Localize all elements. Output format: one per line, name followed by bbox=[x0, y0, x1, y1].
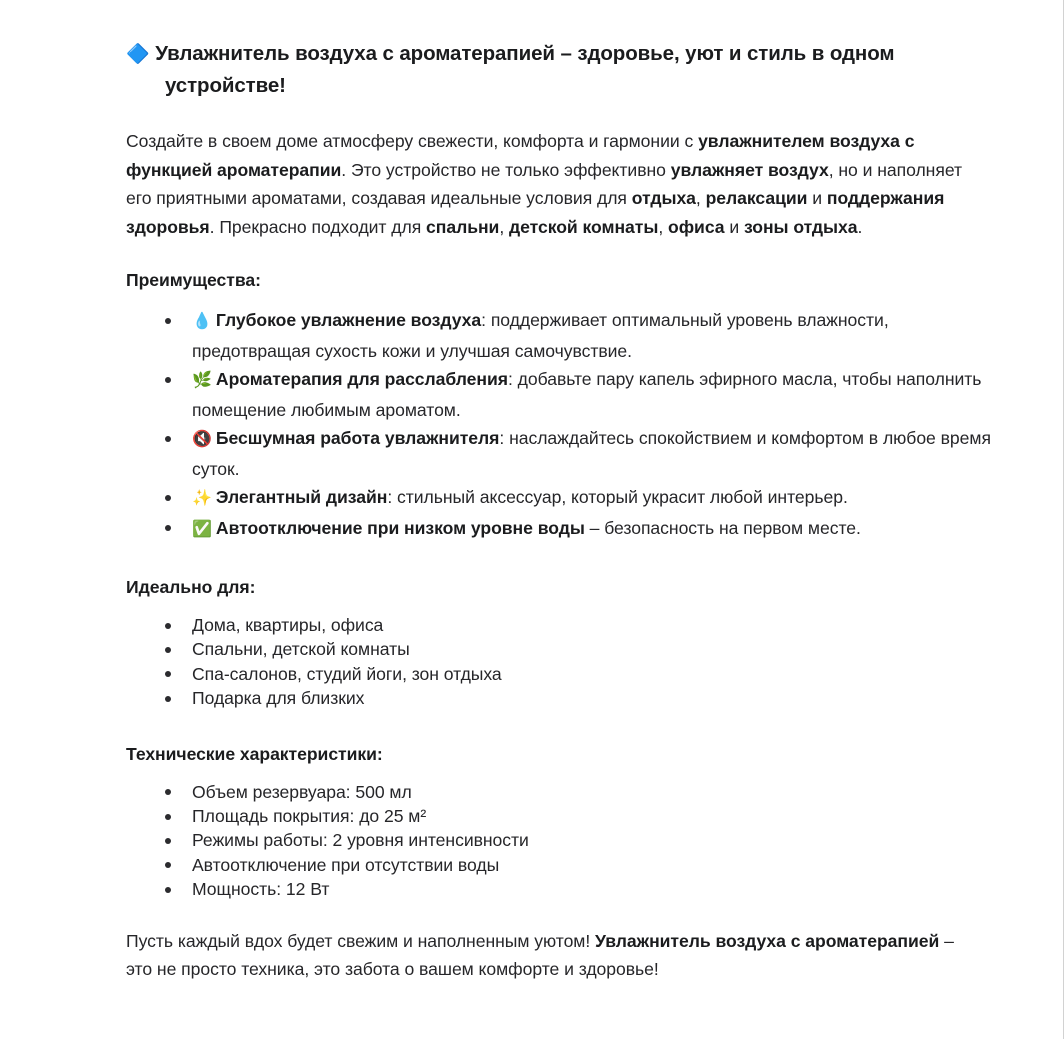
list-item-text: Спа-салонов, студий йоги, зон отдыха bbox=[192, 663, 502, 684]
ideal-for-heading: Идеально для: bbox=[126, 577, 256, 597]
list-item bbox=[126, 306, 1002, 365]
text-run: Создайте в своем доме атмосферу свежести, комфорта и гармонии с bbox=[126, 131, 699, 151]
bold-run: релаксации bbox=[705, 188, 808, 208]
list-item-description: : добавьте пару капель эфирного масла, чтобы наполнить помещение любимым ароматом. bbox=[192, 369, 982, 420]
list-item-text: Спальни, детской комнаты bbox=[192, 639, 410, 660]
bold-run: офиса bbox=[668, 216, 725, 237]
bold-run: спальни bbox=[426, 216, 500, 237]
bold-run: Увлажнитель воздуха с ароматерапией bbox=[595, 930, 940, 951]
list-item bbox=[126, 877, 1006, 901]
list-item bbox=[126, 637, 1006, 661]
list-item-description: : стильный аксессуар, который украсит любой интерьер. bbox=[387, 487, 848, 507]
intro-paragraph bbox=[126, 127, 988, 241]
text-run: и bbox=[724, 216, 744, 237]
list-item-title: Глубокое увлажнение воздуха bbox=[215, 310, 482, 330]
list-item bbox=[126, 662, 1006, 686]
blue-diamond-icon: 🔷 bbox=[126, 44, 150, 65]
specs-list bbox=[126, 780, 1006, 902]
list-item bbox=[126, 613, 1006, 637]
bold-run: детской комнаты bbox=[509, 216, 659, 237]
list-item bbox=[126, 828, 1006, 852]
sparkles-icon: ✨ bbox=[192, 490, 212, 507]
list-item-title: Ароматерапия для расслабления bbox=[215, 369, 508, 389]
bold-run: увлажняет воздух bbox=[670, 159, 829, 180]
text-run: – это не просто техника, это забота о вашем комфорте и здоровье! bbox=[126, 930, 954, 980]
list-item-text: Объем резервуара: 500 мл bbox=[192, 781, 412, 802]
water-droplet-icon: 💧 bbox=[192, 313, 212, 330]
ideal-for-list bbox=[126, 613, 1006, 711]
bold-run: увлажнителем воздуха с функцией ароматерапии bbox=[126, 131, 915, 180]
check-mark-button-icon: ✅ bbox=[192, 520, 212, 538]
text-run: . Это устройство не только эффективно bbox=[341, 159, 671, 180]
text-run: , bbox=[499, 216, 509, 237]
list-item bbox=[126, 686, 1006, 710]
bold-run: отдыха bbox=[631, 188, 696, 208]
text-run: Пусть каждый вдох будет свежим и наполненным уютом! bbox=[126, 930, 596, 951]
list-item bbox=[126, 780, 1006, 804]
closing-paragraph bbox=[126, 927, 981, 984]
list-item-title: Автоотключение при низком уровне воды bbox=[215, 517, 585, 538]
text-run: . Прекрасно подходит для bbox=[209, 216, 427, 237]
list-item-text: Автоотключение при отсутствии воды bbox=[192, 854, 500, 875]
bold-run: поддержания здоровья bbox=[126, 188, 945, 237]
page-title bbox=[126, 0, 1006, 101]
list-item bbox=[126, 483, 1002, 514]
list-item-text: Режимы работы: 2 уровня интенсивности bbox=[192, 830, 529, 851]
list-item bbox=[126, 804, 1006, 828]
list-item-text: Мощность: 12 Вт bbox=[192, 879, 330, 900]
benefits-heading: Преимущества: bbox=[126, 270, 261, 290]
page-title-text: Увлажнитель воздуха с ароматерапией – здоровье, уют и стиль в одном устройстве! bbox=[155, 42, 895, 97]
text-run: , bbox=[658, 216, 669, 237]
text-run: , но и наполняет его приятными ароматами, создавая идеальные условия для bbox=[126, 159, 962, 208]
list-item-title: Элегантный дизайн bbox=[215, 487, 388, 507]
list-item-title: Бесшумная работа увлажнителя bbox=[215, 428, 500, 448]
list-item-text: Подарка для близких bbox=[192, 688, 365, 709]
list-item bbox=[126, 853, 1006, 877]
list-item bbox=[126, 424, 1002, 483]
list-item bbox=[126, 365, 1002, 424]
text-run: . bbox=[857, 216, 863, 237]
benefits-list bbox=[126, 306, 1002, 544]
list-item-text: Площадь покрытия: до 25 м² bbox=[192, 806, 427, 827]
muted-speaker-icon: 🔇 bbox=[192, 431, 212, 448]
list-item-description: – безопасность на первом месте. bbox=[584, 517, 861, 538]
specs-heading: Технические характеристики: bbox=[126, 743, 383, 764]
bold-run: зоны отдыха bbox=[743, 216, 858, 237]
list-item-description: : наслаждайтесь спокойствием и комфортом в любое время суток. bbox=[192, 428, 991, 479]
document-body bbox=[126, 0, 1006, 984]
herb-leaf-icon: 🌿 bbox=[192, 372, 212, 389]
list-item-text: Дома, квартиры, офиса bbox=[192, 615, 384, 635]
list-item-description: : поддерживает оптимальный уровень влажности, предотвращая сухость кожи и улучшая самочувствие. bbox=[192, 310, 889, 361]
text-run: , bbox=[695, 188, 706, 208]
text-run: и bbox=[807, 188, 827, 208]
list-item bbox=[126, 514, 1002, 545]
